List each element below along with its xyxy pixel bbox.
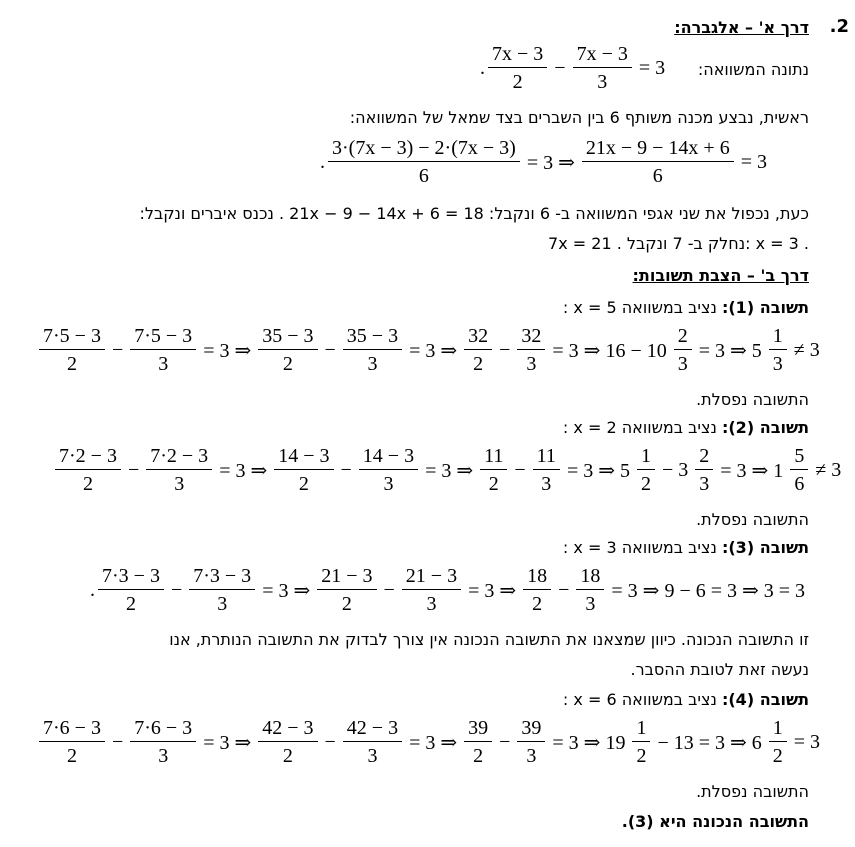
given-equation: . $\frac{7x - 3}{2}$ − $\frac{7x - 3}{3}$ = 3 (480, 43, 666, 93)
path-a-heading: דרך א' – אלגברה: (674, 18, 809, 37)
step2-text: כעת, נכפול את שני אגפי המשוואה ב- 6 ונקבל: 21x − 9 − 14x + 6 = 18 . נכנס איברים ונקבל: (139, 204, 809, 223)
answer-1-text: נציב במשוואה x = 5 : (562, 298, 717, 317)
answer-4-result: התשובה נפסלת. (696, 782, 809, 801)
step3-text: 7x = 21 . נחלק ב- 7 ונקבל: x = 3 . (548, 234, 809, 253)
given-label: נתונה המשוואה: (697, 60, 809, 79)
path-b-heading: דרך ב' – הצבת תשובות: (632, 266, 809, 285)
answer-1-line (563, 298, 809, 317)
final-answer: התשובה הנכונה היא (3). (621, 812, 809, 831)
answer-4-text: נציב במשוואה x = 6 : (562, 690, 717, 709)
answer-4-line (563, 690, 809, 709)
answer-2-result: התשובה נפסלת. (696, 510, 809, 529)
answer-3-equation: . $\frac{7\cdot 3 - 3}{2}$ − $\frac{7\cdot 3 - 3}{3}$ = 3 ⇒ $\frac{21 - 3}{2}$ − $\frac{21 - 3}{3}$ = 3 ⇒ $\frac{18}{2}$ − $\frac{18}{3}$ = 3 ⇒ 9 − 6 = 3 ⇒ 3 = 3 (90, 565, 806, 615)
question-number: .2 (829, 16, 849, 37)
answer-4-label: תשובה (4): (721, 690, 809, 709)
answer-1-label: תשובה (1): (721, 298, 809, 317)
answer-3-line (563, 538, 809, 557)
answer-3-label: תשובה (3): (721, 538, 809, 557)
answer-3-result: זו התשובה הנכונה. כיוון שמצאנו את התשובה הנכונה אין צורך לבדוק את התשובה הנותרת, אנו (169, 630, 809, 649)
answer-2-label: תשובה (2): (721, 418, 809, 437)
common-denominator-equation: . $\frac{3\cdot(7x - 3) - 2\cdot(7x - 3)}{6}$ = 3 ⇒ $\frac{21x - 9 - 14x + 6}{6}$ = 3 (320, 137, 767, 187)
answer-2-line (563, 418, 809, 437)
answer-3-result-line2: נעשה זאת לטובת ההסבר. (630, 660, 809, 679)
answer-3-text: נציב במשוואה x = 3 : (562, 538, 717, 557)
answer-4-equation: $\frac{7\cdot 6 - 3}{2}$ − $\frac{7\cdot 6 - 3}{3}$ = 3 ⇒ $\frac{42 - 3}{2}$ − $\frac{42 - 3}{3}$ = 3 ⇒ $\frac{39}{2}$ − $\frac{39}{3}$ = 3 ⇒ 19 $\frac{1}{2}$ − 13 = 3 ⇒ 6 $\frac{1}{2}$ = 3 (36, 716, 824, 769)
answer-1-result: התשובה נפסלת. (696, 390, 809, 409)
step1-text: ראשית, נבצע מכנה משותף 6 בין השברים בצד שמאל של המשוואה: (349, 108, 809, 127)
answer-1-equation: $\frac{7\cdot 5 - 3}{2}$ − $\frac{7\cdot 5 - 3}{3}$ = 3 ⇒ $\frac{35 - 3}{2}$ − $\frac{35 - 3}{3}$ = 3 ⇒ $\frac{32}{2}$ − $\frac{32}{3}$ = 3 ⇒ 16 − 10 $\frac{2}{3}$ = 3 ⇒ 5 $\frac{1}{3}$ ≠ 3 (36, 324, 824, 377)
answer-2-equation: $\frac{7\cdot 2 - 3}{2}$ − $\frac{7\cdot 2 - 3}{3}$ = 3 ⇒ $\frac{14 - 3}{2}$ − $\frac{14 - 3}{3}$ = 3 ⇒ $\frac{11}{2}$ − $\frac{11}{3}$ = 3 ⇒ 5 $\frac{1}{2}$ − 3 $\frac{2}{3}$ = 3 ⇒ 1 $\frac{5}{6}$ ≠ 3 (52, 444, 845, 497)
answer-2-text: נציב במשוואה x = 2 : (562, 418, 717, 437)
